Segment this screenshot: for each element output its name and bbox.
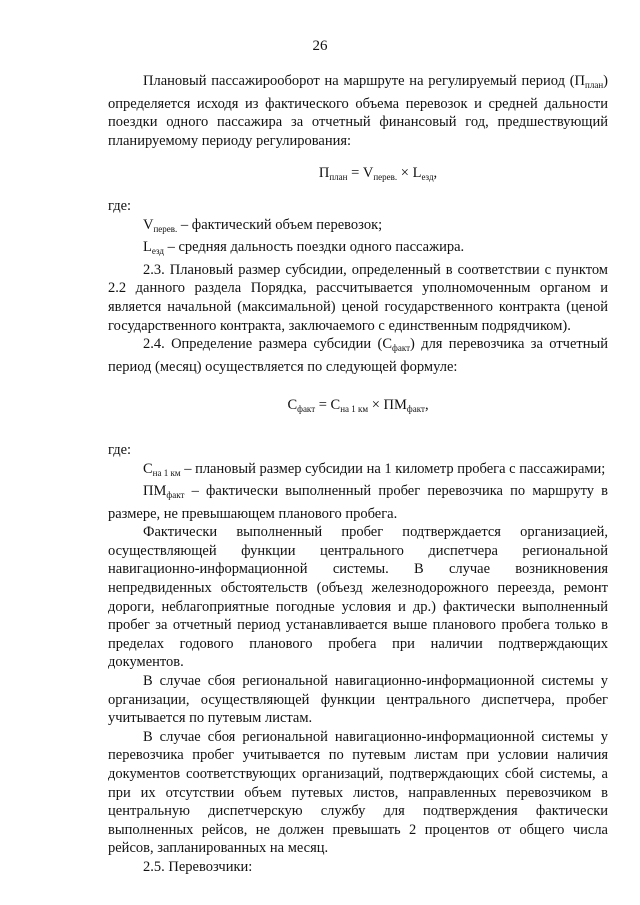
subscript: факт [166,490,185,501]
formula-symbol: × L [397,165,422,182]
formula-symbol: С [287,397,298,414]
def-symbol: V [143,216,154,233]
definition-l [108,238,608,261]
subscript: езд [421,172,434,183]
document-body [108,72,608,877]
formula-symbol: = V [347,165,374,182]
paragraph-plan-turnover [108,72,608,150]
definition-pm [108,482,608,523]
subscript: на 1 км [152,467,181,478]
subscript: перев. [153,223,178,234]
page-number: 26 [312,38,328,54]
formula-symbol: П [318,165,330,182]
subscript: факт [406,404,425,415]
def-text: – средняя дальность поездки одного пассажира. [163,239,465,256]
subscript: перев. [373,172,398,183]
definition-v [108,216,608,239]
paragraph-2-4 [108,335,608,376]
subscript: план [329,172,348,183]
def-text: – плановый размер субсидии на 1 километр пробега с пассажирами; [180,460,606,477]
paragraph-2-5: 2.5. Перевозчики: [143,858,253,875]
formula-subsidy [108,396,608,419]
text-span: ) для перевозчика за отчетный период (месяц) осуществляется по следующей формуле: [108,336,608,375]
where-label: где: [108,441,132,458]
def-text: – фактически выполненный пробег перевозчика по маршруту в размере, не превышающем планового пробега. [108,483,608,522]
def-symbol: L [143,239,152,256]
subscript: на 1 км [340,404,369,415]
def-text: – фактический объем перевозок; [177,216,383,233]
formula-plan [108,164,608,187]
text-span: 2.4. Определение размера субсидии (С [143,336,393,353]
text-span: ) определяется исходя из фактического объема перевозок и средней дальности поездки одного пассажира за отчетный финансовый год, предшествующий планируемому периоду регулирования: [108,73,608,149]
paragraph-system-failure-carrier: В случае сбоя региональной навигационно-информационной системы у перевозчика пробег учитывается по путевым листам при условии наличия документов соответствующих организаций, подтверждающих сбой системы, а при их отсутствии объем путевых листов, направленных перевозчиком в центральную диспетчерскую службу для подтверждения фактически выполненных рейсов, не должен превышать 2 процентов от общего числа рейсов, запланированных на месяц. [108,728,608,857]
text-span: Плановый пассажирооборот на маршруте на регулируемый период (П [143,73,586,89]
definition-c [108,460,608,483]
formula-symbol: = С [315,397,341,414]
formula-symbol: × ПМ [368,397,407,414]
subscript: факт [392,343,411,354]
paragraph-actual-mileage: Фактически выполненный пробег подтверждается организацией, осуществляющей функции центрального диспетчера региональной навигационно-информационной системы. В случае возникновения непредвиденных обстоятельств (объезд железнодорожного переезда, ремонт дороги, неблагоприятные погодные условия и др.) фактически выполненный пробег за отчетный период устанавливается выше планового пробега только в пределах годового планового пробега при наличии подтверждающих документов. [108,524,608,671]
where-label: где: [108,197,132,214]
formula-symbol: , [424,397,429,414]
paragraph-system-failure-dispatcher: В случае сбоя региональной навигационно-информационной системы у организации, осуществляющей функции центрального диспетчера, пробег учитывается по путевым листам. [108,673,608,727]
formula-symbol: , [433,165,438,182]
subscript: факт [297,404,316,415]
subscript: план [585,80,604,90]
def-symbol: С [143,460,153,477]
subscript: езд [151,246,164,257]
def-symbol: ПМ [143,483,167,500]
paragraph-2-3: 2.3. Плановый размер субсидии, определенный в соответствии с пунктом 2.2 данного раздела Порядка, рассчитывается уполномоченным органом и является начальной (максимальной) ценой государственного контракта (ценой государственного контракта, заключаемого с единственным подрядчиком). [108,261,608,334]
